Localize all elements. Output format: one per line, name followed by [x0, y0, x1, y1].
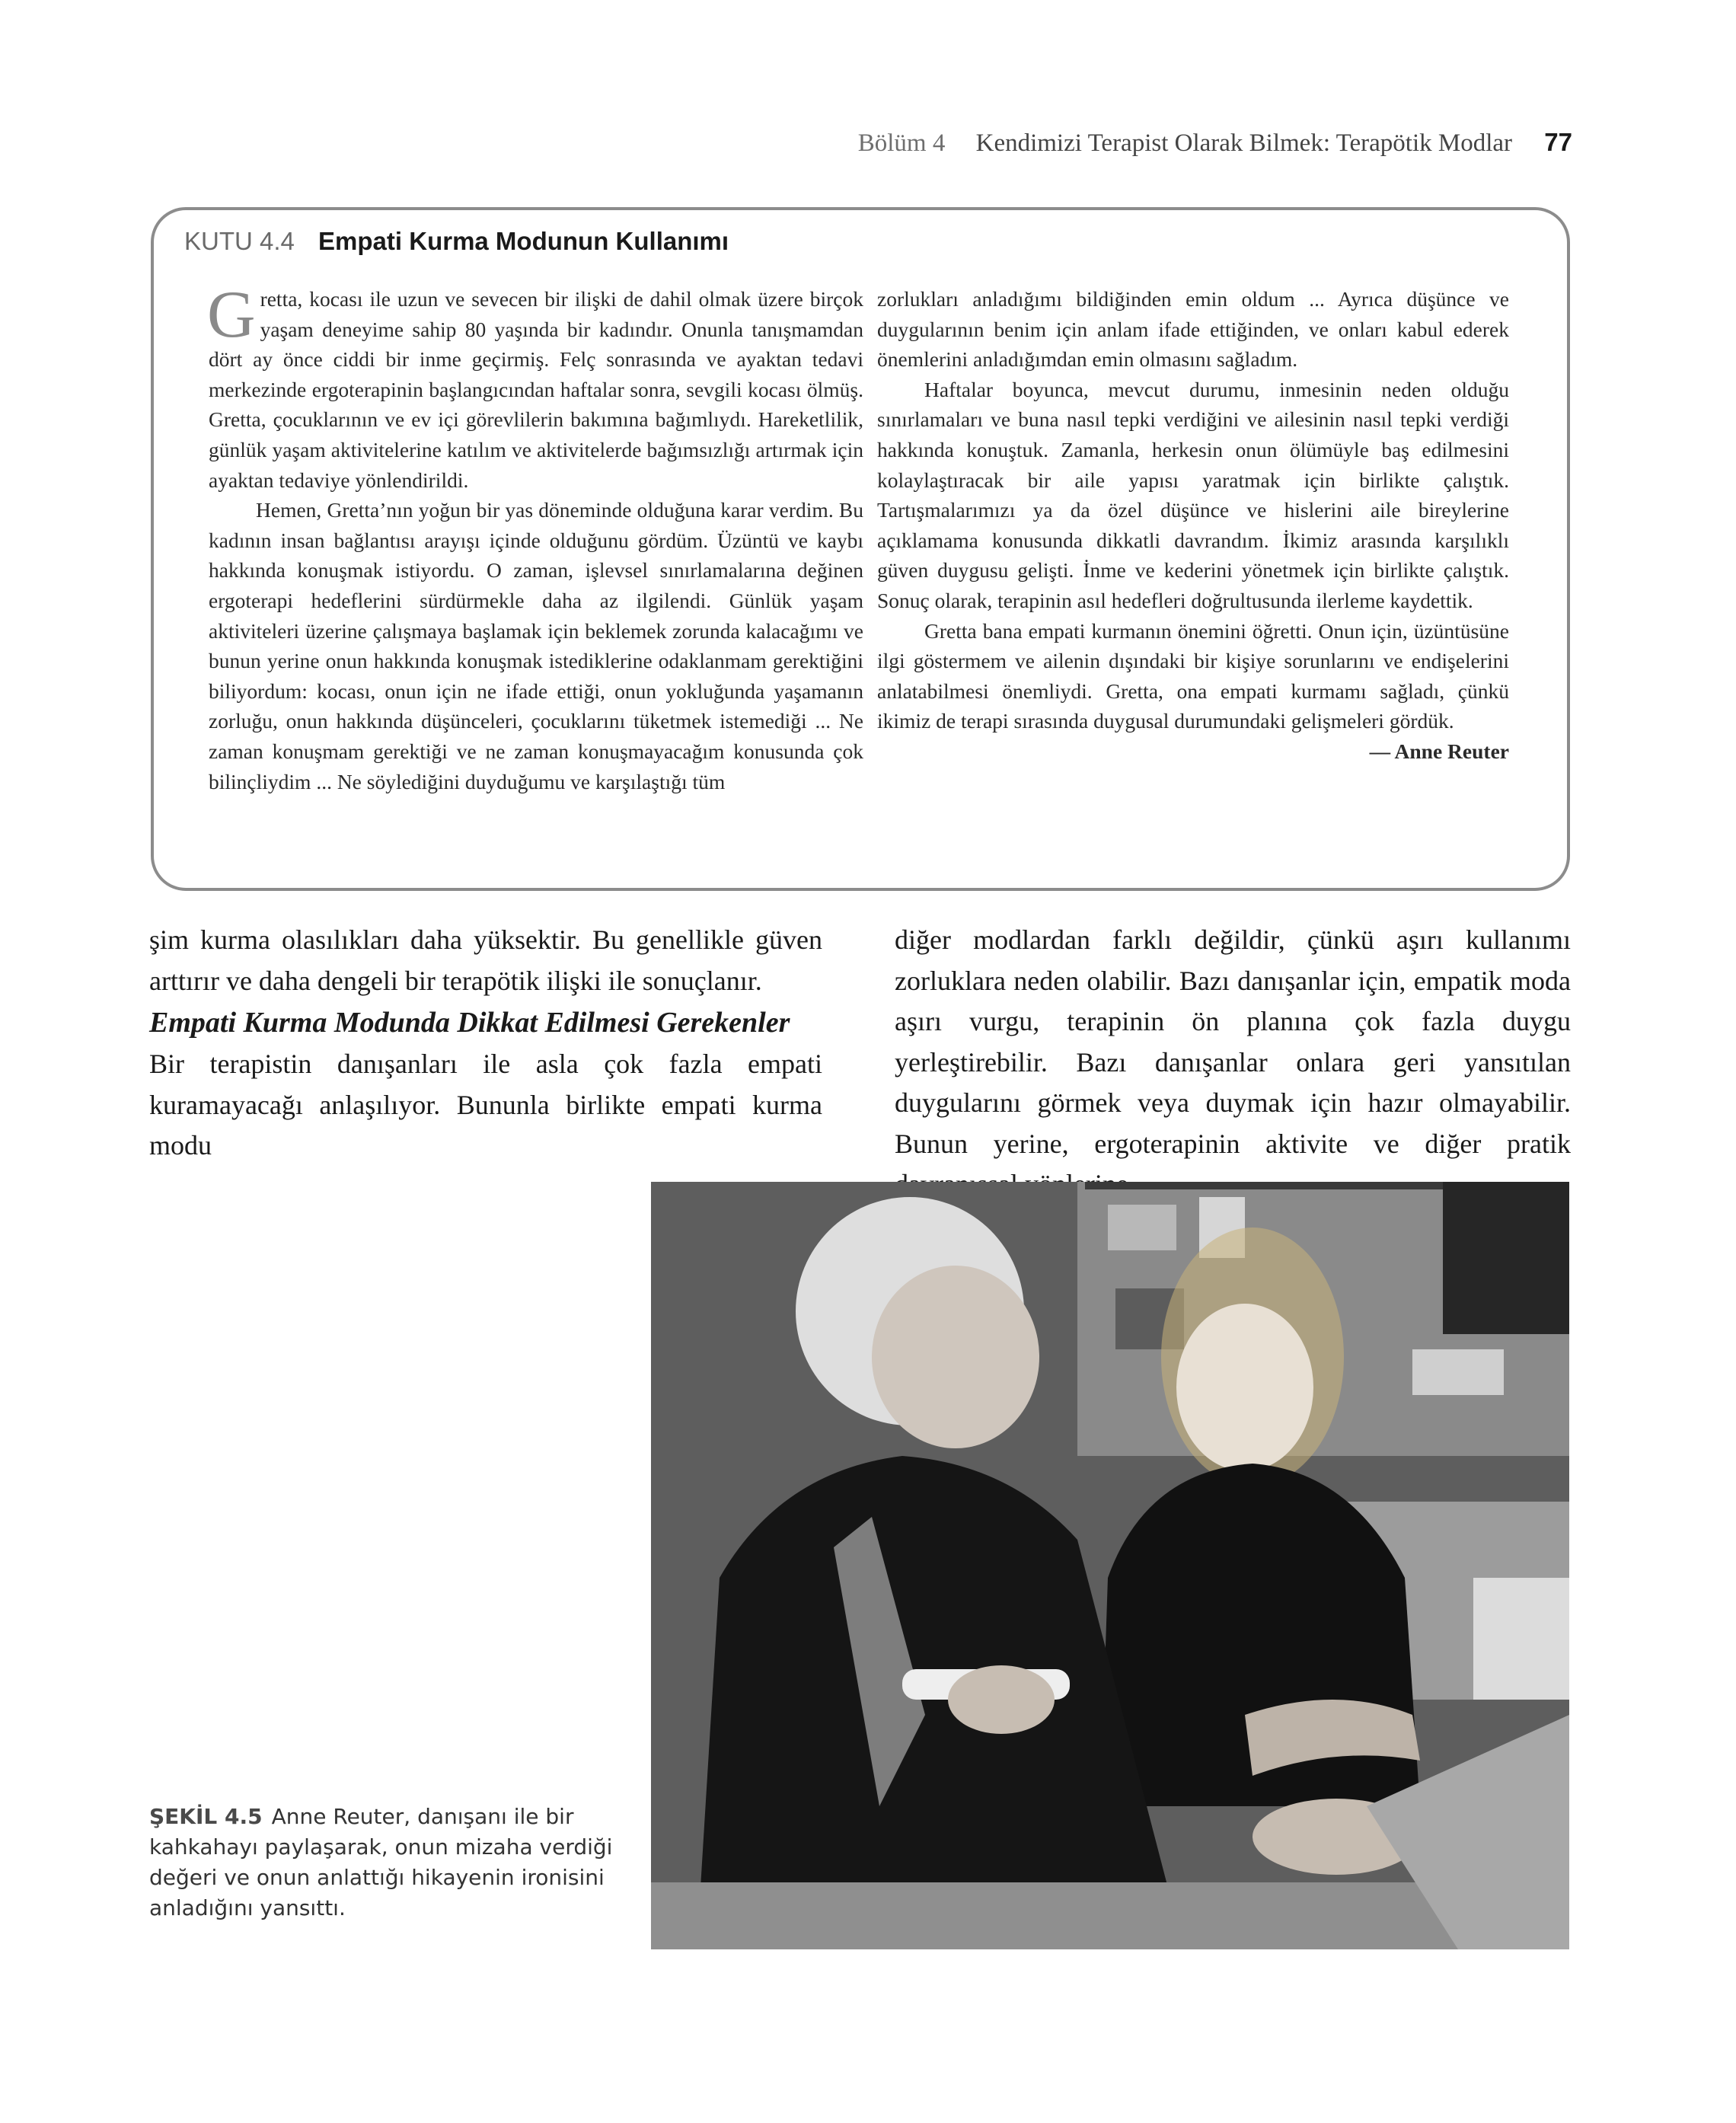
textbox-paragraph: Haftalar boyunca, mevcut durumu, inmesinin neden olduğu sınırlamaları ve buna nasıl tepki verdiğini ve ailesinin nasıl tepki verdiği hakkında konuştuk. Zamanla, herkesin onun ölümüyle baş edilmesini kolaylaştıracak bir aile yapısı yaratmak için birlikte çalıştık. Tartışmalarımızı ya da özel düşünce ve hislerini aile bireylerine açıklamama konusunda dikkatli davrandım. İkimiz arasında karşılıklı güven duygusu gelişti. İnme ve kederini yönetmek için birlikte çalıştık. Sonuç olarak, terapinin asıl hedefleri doğrultusunda ilerleme kaydettik.	[877, 377, 1509, 612]
figure-caption	[149, 1802, 621, 1923]
textbox-title: Empati Kurma Modunun Kullanımı	[318, 227, 729, 255]
body-right-column	[895, 920, 1571, 1205]
textbox-paragraph: Hemen, Gretta’nın yoğun bir yas döneminde olduğuna karar verdim. Bu kadının insan bağlantısı arayışı içinde olduğunu gördüm. Üzüntü ve kaybı hakkında konuşmak istiyordu. O zaman, işlevsel sınırlamalarına değinen ergoterapi hedeflerini sürdürmekle daha az ilgilendi. Günlük yaşam aktiviteleri üzerine çalışmaya başlamak için beklemek zorunda kalacağımı ve bunun yerine onun hakkında konuşmak istediklerine odaklanmam gerektiğini biliyordum: kocası, onun için ne ifade ettiği, onun yokluğunda yaşamanın zorluğu, onun hakkında düşünceleri, çocuklarını tüketmek istemediği ... Ne zaman konuşmam gerektiği ve ne zaman konuşmayacağım konusunda çok bilinçliydim ... Ne söylediğini duyduğumu ve karşılaştığı tüm	[209, 498, 863, 793]
section-subheading: Empati Kurma Modunda Dikkat Edilmesi Gerekenler	[149, 1007, 790, 1039]
body-paragraph: şim kurma olasılıkları daha yüksektir. Bu genellikle güven arttırır ve daha dengeli bir terapötik ilişki ile sonuçlanır.	[149, 924, 822, 996]
textbox-paragraph: retta, kocası ile uzun ve sevecen bir ilişki de dahil olmak üzere birçok yaşam deneyime sahip 80 yaşında bir kadındır. Onunla tanışmamdan dört ay önce ciddi bir inme geçirmiş. Felç sonrasında ve ayaktan tedavi merkezinde ergoterapinin başlangıcından haftalar sonra, sevgili kocası ölmüş. Gretta, çocuklarının ve ev içi görevlilerin bakımına bağımlıydı. Hareketlilik, günlük yaşam aktivitelerine katılım ve aktivitelerde bağımsızlığı artırmak için ayaktan tedaviye yönlendirildi.	[209, 287, 863, 492]
textbox-paragraph: Gretta bana empati kurmanın önemini öğretti. Onun için, üzüntüsüne ilgi göstermem ve ailenin dışındaki bir kişiye sorunlarını ve endişelerini anlatabilmesi önemliydi. Gretta, ona empati kurmamı sağladı, çünkü ikimiz de terapi sırasında duygusal durumundaki gelişmeleri gördük.	[877, 618, 1509, 733]
textbox-right-column	[877, 284, 1509, 767]
drop-cap: G	[207, 278, 256, 352]
figure-label: ŞEKİL 4.5	[149, 1804, 263, 1829]
chapter-label: Bölüm 4	[857, 129, 946, 157]
textbox-paragraph: zorlukları anladığımı bildiğinden emin oldum ... Ayrıca düşünce ve duygularının benim için anlam ifade ettiğinden, ve onları kabul ederek önemlerini anladığımdan emin olmasını sağladım.	[877, 287, 1509, 372]
body-paragraph: diğer modlardan farklı değildir, çünkü aşırı kullanımı zorluklara neden olabilir. Bazı danışanlar için, empatik moda aşırı vurgu, terapinin ön planına çok fazla duygu yerleştirebilir. Bazı danışanlar onlara geri yansıtılan duygularını görmek veya duymak için hazır olmayabilir. Bunun yerine, ergoterapinin aktivite ve diğer pratik	[895, 924, 1571, 1159]
chapter-title: Kendimizi Terapist Olarak Bilmek: Terapötik Modlar	[975, 129, 1513, 157]
textbox-number: KUTU 4.4	[184, 227, 295, 255]
textbox-signature: — Anne Reuter	[1369, 739, 1509, 763]
running-header	[822, 128, 1572, 158]
figure-photo	[651, 1182, 1569, 1949]
page-number: 77	[1544, 128, 1572, 156]
textbox-left-column	[207, 278, 863, 797]
body-paragraph: Bir terapistin danışanları ile asla çok fazla empati kuramayacağı anlaşılıyor. Bununla birlikte empati kurma modu	[149, 1049, 822, 1160]
figure-caption-text: Anne Reuter, danışanı ile bir kahkahayı paylaşarak, onun mizaha verdiği değeri ve onun anlattığı hikayenin ironisini anladığını yansıttı.	[149, 1804, 613, 1920]
textbox-heading	[184, 227, 729, 256]
body-left-column	[149, 920, 822, 1167]
